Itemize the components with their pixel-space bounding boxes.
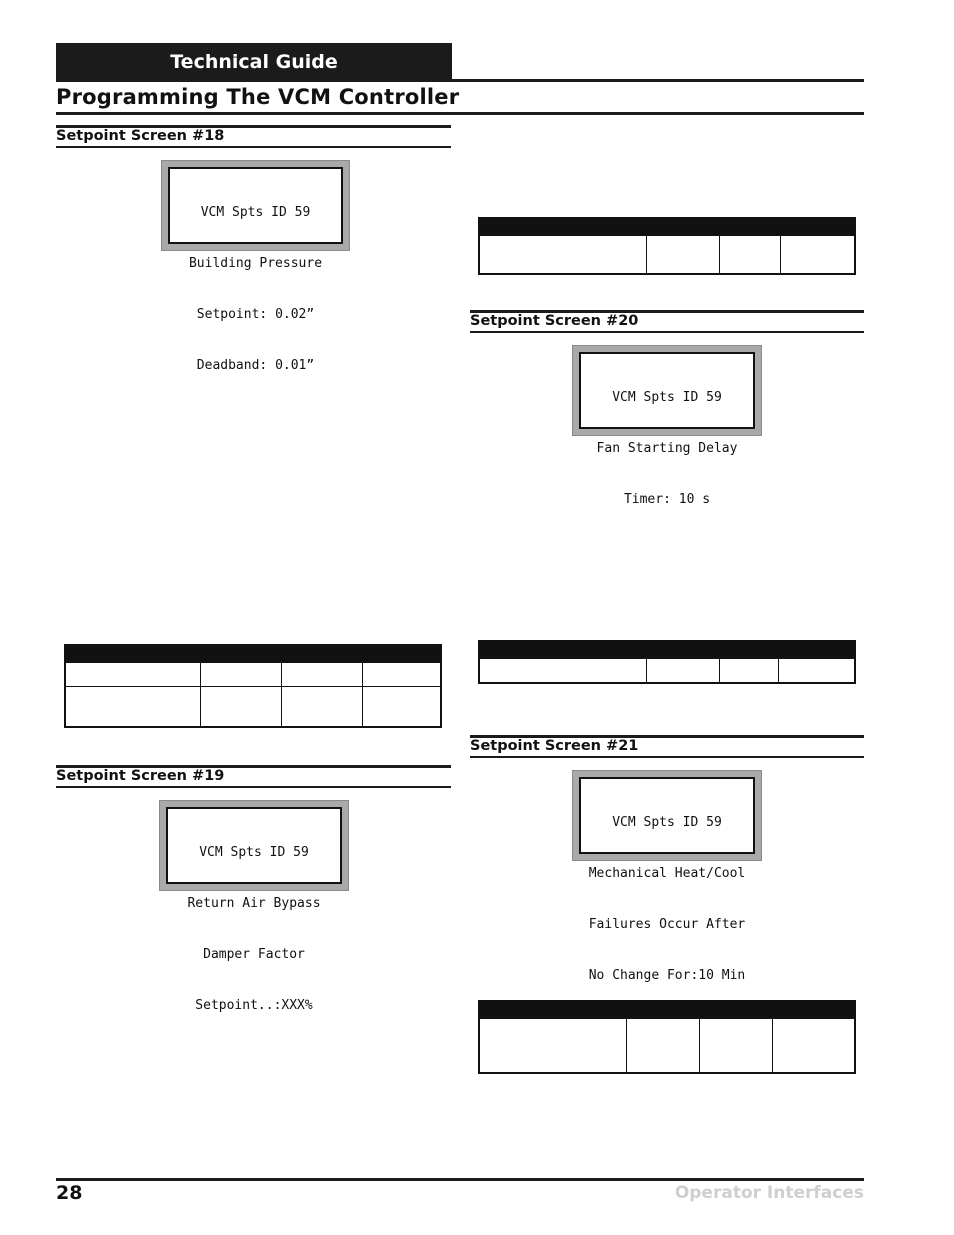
- setpoint-table-18: [64, 644, 442, 728]
- header-tab-label: Technical Guide: [170, 50, 338, 73]
- table-row: [479, 236, 855, 274]
- lcd-screen: [166, 807, 342, 1013]
- lcd-line: Timer: 10 s: [623, 492, 711, 507]
- lcd-line: VCM Spts ID 59: [199, 845, 309, 860]
- table-row: [65, 687, 441, 727]
- page-title: Programming The VCM Controller: [56, 85, 460, 109]
- lcd-line: Mechanical Heat/Cool: [588, 866, 746, 881]
- table-header-row: [479, 641, 855, 659]
- table-row: [479, 659, 855, 683]
- lcd-line: VCM Spts ID 59: [612, 390, 722, 405]
- footer-rule: [56, 1178, 864, 1181]
- setpoint-table-20: [478, 640, 856, 684]
- lcd-line: Deadband: 0.01”: [196, 358, 315, 373]
- lcd-line: VCM Spts ID 59: [612, 815, 722, 830]
- section-heading-21: [470, 735, 864, 759]
- title-rule: [56, 112, 864, 115]
- lcd-screen: [579, 352, 755, 507]
- setpoint-table-19: [478, 217, 856, 275]
- header-rule: [56, 79, 864, 82]
- lcd-display-19: [159, 800, 349, 1013]
- footer-section-title: Operator Interfaces: [674, 1183, 864, 1203]
- section-heading-18: [56, 125, 451, 149]
- lcd-line: Failures Occur After: [588, 917, 746, 932]
- setpoint-table-21: [478, 1000, 856, 1074]
- lcd-line: Return Air Bypass: [187, 896, 321, 911]
- section-label: Setpoint Screen #18: [56, 128, 225, 144]
- lcd-line: No Change For:10 Min: [588, 968, 746, 983]
- section-heading-20: [470, 310, 864, 334]
- lcd-line: Setpoint: 0.02”: [196, 307, 315, 322]
- table-header-row: [65, 645, 441, 663]
- section-label: Setpoint Screen #21: [470, 738, 639, 754]
- lcd-line: Damper Factor: [203, 947, 305, 962]
- table-row: [65, 663, 441, 687]
- table-row: [479, 1019, 855, 1073]
- lcd-display-18: [161, 160, 350, 373]
- lcd-line: Setpoint..:XXX%: [195, 998, 313, 1013]
- lcd-display-21: [572, 770, 762, 983]
- lcd-display-20: [572, 345, 762, 507]
- table-header-row: [479, 1001, 855, 1019]
- lcd-line: Fan Starting Delay: [596, 441, 738, 456]
- section-label: Setpoint Screen #19: [56, 768, 225, 784]
- section-heading-19: [56, 765, 451, 789]
- lcd-screen: [168, 167, 343, 373]
- lcd-screen: [579, 777, 755, 983]
- lcd-line: [581, 542, 753, 559]
- header-tab: [56, 43, 452, 80]
- lcd-line: Building Pressure: [188, 256, 323, 271]
- page-number: 28: [56, 1182, 83, 1204]
- section-label: Setpoint Screen #20: [470, 313, 639, 329]
- lcd-line: VCM Spts ID 59: [200, 205, 311, 220]
- table-header-row: [479, 218, 855, 236]
